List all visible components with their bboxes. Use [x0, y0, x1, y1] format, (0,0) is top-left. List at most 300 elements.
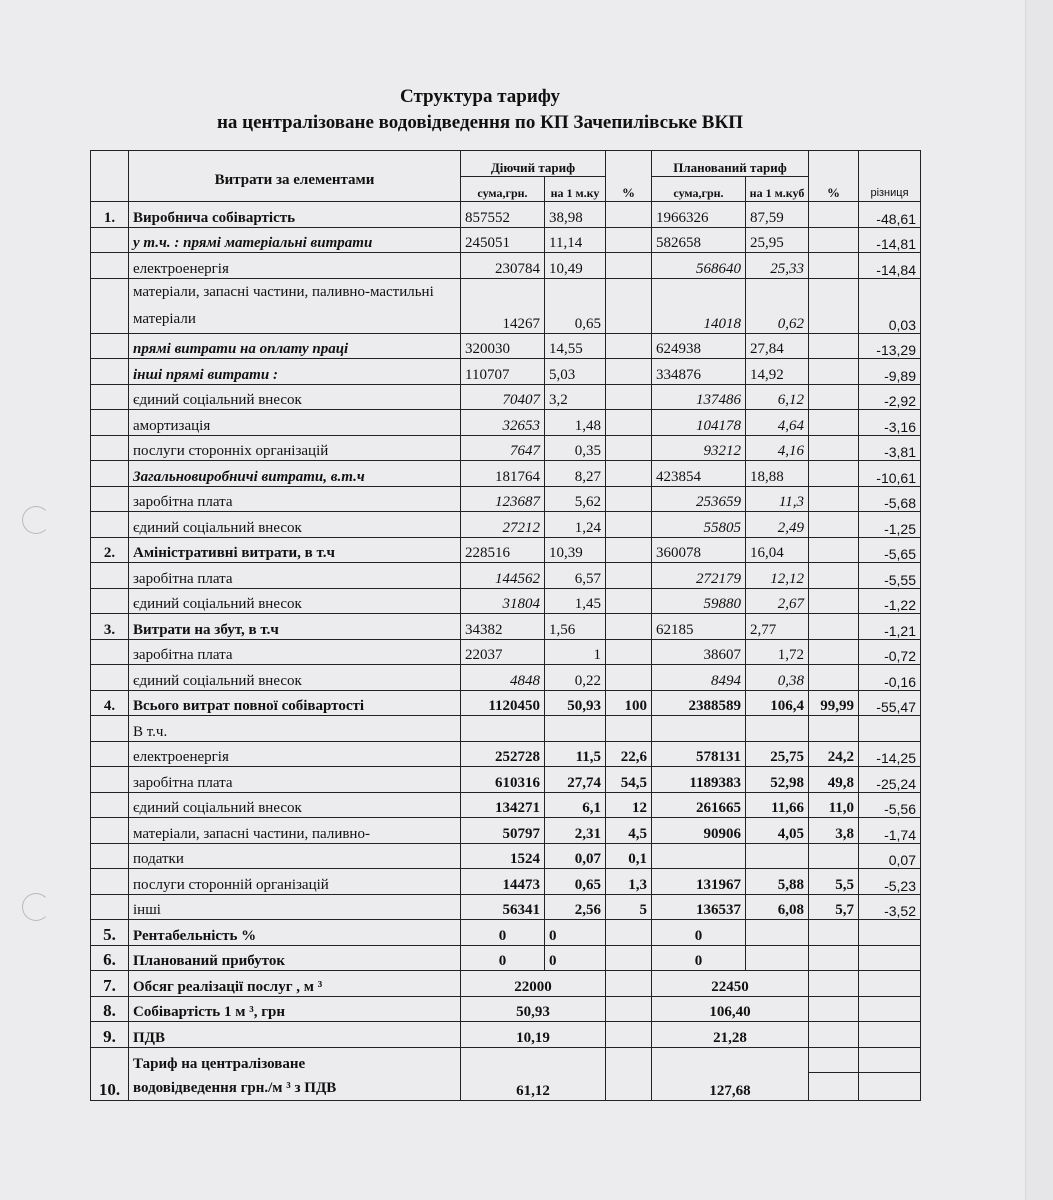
header-current-sum: сума,грн. — [461, 176, 545, 202]
row-label — [129, 1022, 461, 1048]
current-pct: 4,5 — [606, 818, 652, 844]
document-subtitle: на централізоване водовідведення по КП Зачепилівське ВКП — [216, 112, 744, 133]
row-label — [129, 333, 461, 359]
difference: -10,61 — [859, 461, 921, 487]
planned-pct — [809, 384, 859, 410]
difference: -13,29 — [859, 333, 921, 359]
table-row — [91, 614, 921, 640]
table-row — [91, 767, 921, 793]
planned-per-m3 — [746, 945, 809, 971]
row-number: 7. — [91, 971, 129, 997]
row-label — [129, 563, 461, 589]
planned-per-m3: 2,77 — [746, 614, 809, 640]
current-per-m3 — [545, 716, 606, 742]
planned-per-m3: 1,72 — [746, 639, 809, 665]
current-pct — [606, 665, 652, 691]
current-pct — [606, 410, 652, 436]
table-row — [91, 202, 921, 228]
row-number: 4. — [91, 690, 129, 716]
difference: -0,16 — [859, 665, 921, 691]
row-label — [129, 792, 461, 818]
planned-sum: 0 — [652, 920, 746, 946]
current-sum: 34382 — [461, 614, 545, 640]
current-pct — [606, 563, 652, 589]
current-pct: 1,3 — [606, 869, 652, 895]
difference: -9,89 — [859, 359, 921, 385]
planned-per-m3: 18,88 — [746, 461, 809, 487]
row-label — [129, 537, 461, 563]
table-row — [91, 894, 921, 920]
planned-pct — [809, 843, 859, 869]
current-sum: 7647 — [461, 435, 545, 461]
current-sum: 56341 — [461, 894, 545, 920]
row-number — [91, 843, 129, 869]
table-row — [91, 410, 921, 436]
current-pct — [606, 333, 652, 359]
row-label — [129, 1047, 461, 1100]
row-number — [91, 767, 129, 793]
current-sum: 50797 — [461, 818, 545, 844]
current-pct — [606, 384, 652, 410]
current-sum: 228516 — [461, 537, 545, 563]
current-per-m3: 6,57 — [545, 563, 606, 589]
table-row — [91, 537, 921, 563]
planned-per-m3: 87,59 — [746, 202, 809, 228]
row-label — [129, 614, 461, 640]
row-label-text: Витрати на збут, в т.ч — [133, 621, 279, 638]
table-row — [91, 665, 921, 691]
current-value: 61,12 — [461, 1047, 606, 1100]
table-row — [91, 741, 921, 767]
planned-per-m3: 6,12 — [746, 384, 809, 410]
cell-divider — [859, 1048, 920, 1073]
difference: -5,65 — [859, 537, 921, 563]
planned-per-m3: 2,49 — [746, 512, 809, 538]
current-pct — [606, 945, 652, 971]
planned-sum: 38607 — [652, 639, 746, 665]
row-number — [91, 435, 129, 461]
planned-sum: 1966326 — [652, 202, 746, 228]
row-label-text: послуги сторонніх організацій — [133, 443, 329, 459]
row-label — [129, 359, 461, 385]
current-sum: 245051 — [461, 227, 545, 253]
planned-value: 106,40 — [652, 996, 809, 1022]
planned-pct — [809, 945, 859, 971]
planned-per-m3: 4,64 — [746, 410, 809, 436]
row-number: 10. — [91, 1047, 129, 1100]
planned-pct: 3,8 — [809, 818, 859, 844]
current-sum: 14473 — [461, 869, 545, 895]
current-per-m3: 1 — [545, 639, 606, 665]
planned-per-m3: 14,92 — [746, 359, 809, 385]
difference: 0,03 — [859, 278, 921, 333]
current-sum: 144562 — [461, 563, 545, 589]
planned-sum: 8494 — [652, 665, 746, 691]
planned-sum: 93212 — [652, 435, 746, 461]
table-row — [91, 843, 921, 869]
header-planned-tariff: Планований тариф — [652, 151, 809, 177]
planned-sum: 272179 — [652, 563, 746, 589]
current-pct — [606, 486, 652, 512]
row-number — [91, 869, 129, 895]
planned-sum: 104178 — [652, 410, 746, 436]
header-expenses: Витрати за елементами — [129, 151, 461, 202]
table-row — [91, 639, 921, 665]
current-pct: 0,1 — [606, 843, 652, 869]
current-sum: 230784 — [461, 253, 545, 279]
planned-pct — [809, 971, 859, 997]
row-number — [91, 818, 129, 844]
current-pct — [606, 614, 652, 640]
current-sum: 181764 — [461, 461, 545, 487]
row-number — [91, 716, 129, 742]
row-number: 8. — [91, 996, 129, 1022]
table-row — [91, 563, 921, 589]
current-per-m3: 0,35 — [545, 435, 606, 461]
row-number — [91, 461, 129, 487]
header-diff: різниця — [859, 151, 921, 202]
row-label — [129, 716, 461, 742]
row-number — [91, 384, 129, 410]
planned-pct — [809, 435, 859, 461]
difference: -5,68 — [859, 486, 921, 512]
planned-sum: 137486 — [652, 384, 746, 410]
table-row — [91, 818, 921, 844]
table-row — [91, 486, 921, 512]
planned-per-m3: 0,62 — [746, 278, 809, 333]
planned-pct — [809, 614, 859, 640]
current-per-m3: 0 — [545, 920, 606, 946]
planned-pct: 5,5 — [809, 869, 859, 895]
current-pct — [606, 227, 652, 253]
planned-sum: 360078 — [652, 537, 746, 563]
difference: 0,07 — [859, 843, 921, 869]
row-number — [91, 227, 129, 253]
planned-per-m3: 25,75 — [746, 741, 809, 767]
row-label-line: водовідведення грн./м ³ з ПДВ — [133, 1079, 337, 1096]
difference — [859, 1047, 921, 1100]
difference: -1,21 — [859, 614, 921, 640]
current-per-m3: 0,22 — [545, 665, 606, 691]
row-label-text: Загальновиробничі витрати, в.т.ч — [133, 468, 365, 485]
planned-pct — [809, 333, 859, 359]
row-label — [129, 384, 461, 410]
row-label-text: Рентабельність % — [133, 927, 257, 944]
header-current-tariff: Діючий тариф — [461, 151, 606, 177]
planned-pct — [809, 486, 859, 512]
current-per-m3: 2,31 — [545, 818, 606, 844]
row-label — [129, 665, 461, 691]
header-planned-pct: % — [809, 151, 859, 202]
difference: -3,81 — [859, 435, 921, 461]
planned-per-m3: 27,84 — [746, 333, 809, 359]
difference: -25,24 — [859, 767, 921, 793]
difference: -5,55 — [859, 563, 921, 589]
planned-pct — [809, 227, 859, 253]
planned-pct: 11,0 — [809, 792, 859, 818]
row-label-text: заробітна плата — [133, 570, 233, 587]
row-label-text: Аміністративні витрати, в т.ч — [133, 545, 335, 561]
difference — [859, 996, 921, 1022]
current-pct: 5 — [606, 894, 652, 920]
row-label-text: Виробнича собівартість — [133, 209, 296, 226]
current-sum: 27212 — [461, 512, 545, 538]
current-sum: 31804 — [461, 588, 545, 614]
current-per-m3: 14,55 — [545, 333, 606, 359]
current-value: 10,19 — [461, 1022, 606, 1048]
table-row — [91, 512, 921, 538]
current-sum: 610316 — [461, 767, 545, 793]
current-pct — [606, 461, 652, 487]
summary-row — [91, 920, 921, 946]
row-label-text: заробітна плата — [133, 494, 233, 510]
row-number — [91, 563, 129, 589]
header-planned-per-m3: на 1 м.куб — [746, 176, 809, 202]
planned-value: 127,68 — [652, 1047, 809, 1100]
planned-per-m3: 52,98 — [746, 767, 809, 793]
row-label-text: інші — [133, 902, 161, 918]
row-label-text: єдиний соціальний внесок — [133, 519, 302, 536]
difference: -14,84 — [859, 253, 921, 279]
row-label — [129, 202, 461, 228]
planned-value: 21,28 — [652, 1022, 809, 1048]
planned-per-m3 — [746, 843, 809, 869]
planned-per-m3: 0,38 — [746, 665, 809, 691]
punch-hole-mark — [22, 893, 50, 921]
table-row — [91, 792, 921, 818]
tariff-structure-table — [90, 150, 921, 1101]
current-sum: 0 — [461, 945, 545, 971]
current-value: 22000 — [461, 971, 606, 997]
row-label — [129, 512, 461, 538]
planned-per-m3: 25,95 — [746, 227, 809, 253]
header-planned-sum: сума,грн. — [652, 176, 746, 202]
row-number — [91, 253, 129, 279]
current-per-m3: 3,2 — [545, 384, 606, 410]
current-sum: 70407 — [461, 384, 545, 410]
difference — [859, 971, 921, 997]
row-label-text: електроенергія — [133, 749, 229, 765]
current-pct — [606, 971, 652, 997]
row-number — [91, 741, 129, 767]
difference — [859, 1022, 921, 1048]
difference: -3,52 — [859, 894, 921, 920]
current-per-m3: 1,45 — [545, 588, 606, 614]
planned-sum: 14018 — [652, 278, 746, 333]
row-label-text: єдиний соціальний внесок — [133, 672, 302, 689]
current-sum: 252728 — [461, 741, 545, 767]
planned-per-m3: 12,12 — [746, 563, 809, 589]
planned-pct — [809, 563, 859, 589]
planned-pct — [809, 253, 859, 279]
planned-per-m3: 16,04 — [746, 537, 809, 563]
row-number — [91, 486, 129, 512]
current-sum: 110707 — [461, 359, 545, 385]
planned-sum: 624938 — [652, 333, 746, 359]
summary-row — [91, 971, 921, 997]
planned-sum: 136537 — [652, 894, 746, 920]
planned-sum: 0 — [652, 945, 746, 971]
difference: -1,22 — [859, 588, 921, 614]
planned-sum: 131967 — [652, 869, 746, 895]
row-label-text: електроенергія — [133, 260, 229, 277]
row-label — [129, 920, 461, 946]
row-number: 5. — [91, 920, 129, 946]
current-per-m3: 5,62 — [545, 486, 606, 512]
current-per-m3: 10,39 — [545, 537, 606, 563]
table-row — [91, 435, 921, 461]
row-label-line: Тариф на централізоване — [133, 1055, 306, 1072]
current-per-m3: 27,74 — [545, 767, 606, 793]
row-label-text: заробітна плата — [133, 647, 233, 663]
difference: -14,25 — [859, 741, 921, 767]
current-per-m3: 38,98 — [545, 202, 606, 228]
current-per-m3: 0,65 — [545, 869, 606, 895]
planned-pct: 24,2 — [809, 741, 859, 767]
planned-sum: 261665 — [652, 792, 746, 818]
current-pct: 100 — [606, 690, 652, 716]
row-number — [91, 278, 129, 333]
row-label — [129, 869, 461, 895]
current-sum: 22037 — [461, 639, 545, 665]
difference: -48,61 — [859, 202, 921, 228]
row-label-text: єдиний соціальний внесок — [133, 800, 302, 816]
current-pct — [606, 920, 652, 946]
planned-sum: 423854 — [652, 461, 746, 487]
current-sum: 1120450 — [461, 690, 545, 716]
planned-sum: 55805 — [652, 512, 746, 538]
planned-pct — [809, 278, 859, 333]
table-row — [91, 333, 921, 359]
row-number — [91, 333, 129, 359]
planned-pct — [809, 1047, 859, 1100]
current-pct — [606, 588, 652, 614]
row-label — [129, 843, 461, 869]
row-label — [129, 945, 461, 971]
planned-sum — [652, 843, 746, 869]
current-sum: 32653 — [461, 410, 545, 436]
difference: -5,56 — [859, 792, 921, 818]
planned-sum: 62185 — [652, 614, 746, 640]
table-row — [91, 253, 921, 279]
planned-per-m3: 5,88 — [746, 869, 809, 895]
current-per-m3: 11,5 — [545, 741, 606, 767]
row-label-text: податки — [133, 851, 184, 867]
current-pct: 54,5 — [606, 767, 652, 793]
current-sum: 14267 — [461, 278, 545, 333]
summary-row — [91, 1022, 921, 1048]
row-label — [129, 253, 461, 279]
row-label-text: прямі витрати на оплату праці — [133, 341, 349, 357]
punch-hole-mark — [22, 506, 50, 534]
table-row — [91, 690, 921, 716]
current-sum — [461, 716, 545, 742]
current-per-m3: 1,48 — [545, 410, 606, 436]
planned-pct — [809, 461, 859, 487]
row-number: 3. — [91, 614, 129, 640]
current-pct — [606, 202, 652, 228]
row-label — [129, 741, 461, 767]
header-current-pct: % — [606, 151, 652, 202]
planned-sum: 1189383 — [652, 767, 746, 793]
row-label-text: єдиний соціальний внесок — [133, 392, 302, 408]
table-row — [91, 461, 921, 487]
difference: -5,23 — [859, 869, 921, 895]
row-label-text: Обсяг реалізації послуг , м ³ — [133, 978, 323, 995]
row-number — [91, 410, 129, 436]
current-sum: 123687 — [461, 486, 545, 512]
row-label — [129, 767, 461, 793]
current-per-m3: 0,07 — [545, 843, 606, 869]
planned-sum: 253659 — [652, 486, 746, 512]
row-label — [129, 971, 461, 997]
planned-sum: 90906 — [652, 818, 746, 844]
current-sum: 4848 — [461, 665, 545, 691]
row-number — [91, 792, 129, 818]
planned-pct — [809, 920, 859, 946]
planned-pct: 5,7 — [809, 894, 859, 920]
planned-pct: 99,99 — [809, 690, 859, 716]
current-pct — [606, 278, 652, 333]
difference — [859, 716, 921, 742]
difference — [859, 920, 921, 946]
current-pct — [606, 435, 652, 461]
difference: -1,25 — [859, 512, 921, 538]
row-label-text: амортизація — [133, 417, 211, 434]
current-per-m3: 5,03 — [545, 359, 606, 385]
current-per-m3: 0,65 — [545, 278, 606, 333]
planned-value: 22450 — [652, 971, 809, 997]
row-label — [129, 996, 461, 1022]
difference: -0,72 — [859, 639, 921, 665]
planned-sum: 334876 — [652, 359, 746, 385]
document-title: Структура тарифу — [400, 86, 560, 107]
row-label — [129, 227, 461, 253]
current-sum: 857552 — [461, 202, 545, 228]
planned-sum — [652, 716, 746, 742]
current-per-m3: 8,27 — [545, 461, 606, 487]
planned-pct — [809, 716, 859, 742]
planned-per-m3: 4,16 — [746, 435, 809, 461]
row-label-text: Собівартість 1 м ³, грн — [133, 1004, 285, 1020]
row-label — [129, 278, 461, 333]
planned-sum: 582658 — [652, 227, 746, 253]
current-pct — [606, 537, 652, 563]
difference: -1,74 — [859, 818, 921, 844]
row-number: 6. — [91, 945, 129, 971]
row-label — [129, 894, 461, 920]
table-row — [91, 359, 921, 385]
current-sum: 134271 — [461, 792, 545, 818]
current-sum: 320030 — [461, 333, 545, 359]
row-label-text: ПДВ — [133, 1029, 165, 1046]
current-per-m3: 2,56 — [545, 894, 606, 920]
current-pct — [606, 716, 652, 742]
row-label — [129, 818, 461, 844]
summary-row — [91, 1047, 921, 1100]
row-number — [91, 894, 129, 920]
difference: -2,92 — [859, 384, 921, 410]
current-pct: 22,6 — [606, 741, 652, 767]
planned-pct — [809, 512, 859, 538]
table-row — [91, 716, 921, 742]
planned-sum: 568640 — [652, 253, 746, 279]
row-number — [91, 665, 129, 691]
planned-pct — [809, 588, 859, 614]
difference: -55,47 — [859, 690, 921, 716]
current-pct — [606, 996, 652, 1022]
row-number — [91, 359, 129, 385]
